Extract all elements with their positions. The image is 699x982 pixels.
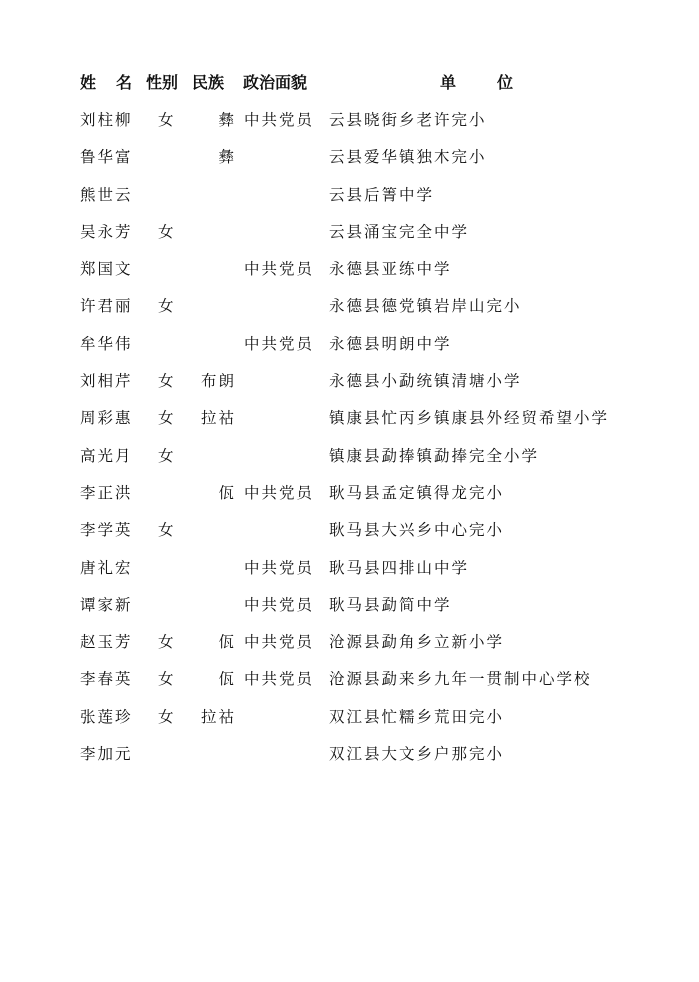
table-row [0, 294, 699, 331]
cell-sex: 女 [158, 446, 176, 465]
table-row [0, 406, 699, 443]
cell-unit: 云县晓街乡老许完小 [329, 111, 487, 129]
cell-political: 中共党员 [244, 483, 315, 502]
cell-political: 中共党员 [244, 558, 315, 577]
header-ethnicity: 民族 [192, 73, 225, 92]
cell-name: 张莲珍 [80, 707, 133, 726]
cell-sex: 女 [158, 297, 176, 316]
cell-unit: 永德县德党镇岩岸山完小 [329, 297, 522, 316]
cell-name: 李正洪 [80, 483, 133, 502]
cell-unit: 沧源县勐角乡立新小学 [329, 633, 505, 652]
cell-unit: 云县涌宝完全中学 [329, 222, 470, 241]
table-header [0, 70, 699, 94]
cell-unit: 耿马县勐简中学 [329, 595, 452, 614]
table-row [0, 667, 699, 704]
table-body [0, 108, 699, 779]
table-row [0, 630, 699, 667]
cell-ethnicity: 彝 [218, 148, 236, 167]
cell-sex: 女 [158, 707, 176, 726]
cell-name: 谭家新 [80, 595, 133, 614]
cell-name: 李春英 [80, 670, 133, 689]
cell-unit: 沧源县勐来乡九年一贯制中心学校 [329, 670, 592, 689]
cell-political: 中共党员 [244, 633, 315, 652]
cell-name: 李加元 [80, 745, 133, 764]
cell-political: 中共党员 [244, 334, 315, 353]
cell-sex: 女 [158, 372, 176, 391]
cell-sex: 女 [158, 409, 176, 428]
table-row [0, 108, 699, 145]
table-row [0, 593, 699, 630]
cell-unit: 镇康县忙丙乡镇康县外经贸希望小学 [329, 409, 610, 428]
cell-political: 中共党员 [244, 111, 315, 129]
cell-name: 李学英 [80, 521, 133, 540]
cell-unit: 双江县忙糯乡荒田完小 [329, 707, 505, 726]
cell-sex: 女 [158, 633, 176, 652]
cell-sex: 女 [158, 521, 176, 540]
cell-ethnicity: 拉祜 [200, 707, 236, 726]
cell-name: 周彩惠 [80, 409, 133, 428]
cell-unit: 耿马县孟定镇得龙完小 [329, 483, 505, 502]
header-unit-1: 单 [440, 73, 457, 92]
table-row [0, 705, 699, 742]
cell-unit: 云县后箐中学 [329, 185, 435, 204]
cell-name: 唐礼宏 [80, 558, 133, 577]
header-unit-2: 位 [497, 73, 514, 92]
cell-ethnicity: 佤 [218, 483, 236, 502]
cell-name: 郑国文 [80, 260, 133, 279]
cell-unit: 耿马县四排山中学 [329, 558, 470, 577]
table-row [0, 518, 699, 555]
cell-unit: 镇康县勐捧镇勐捧完全小学 [329, 446, 540, 465]
table-row [0, 481, 699, 518]
cell-name: 许君丽 [80, 297, 133, 316]
cell-name: 刘柱柳 [80, 111, 133, 129]
table-row [0, 444, 699, 481]
table-row [0, 183, 699, 220]
table-row [0, 257, 699, 294]
cell-name: 鲁华富 [80, 148, 133, 167]
cell-ethnicity: 佤 [218, 633, 236, 652]
table-row [0, 145, 699, 182]
cell-unit: 云县爱华镇独木完小 [329, 148, 487, 167]
table-row [0, 220, 699, 257]
header-sex: 性别 [146, 73, 179, 92]
cell-unit: 永德县小勐统镇清塘小学 [329, 372, 522, 391]
table-row [0, 332, 699, 369]
table-row [0, 369, 699, 406]
cell-sex: 女 [158, 111, 176, 129]
header-name-2: 名 [116, 73, 133, 92]
cell-sex: 女 [158, 222, 176, 241]
header-name-1: 姓 [80, 73, 97, 92]
cell-name: 刘相芹 [80, 372, 133, 391]
cell-name: 吴永芳 [80, 222, 133, 241]
table-row [0, 556, 699, 593]
cell-name: 高光月 [80, 446, 133, 465]
cell-unit: 双江县大文乡户那完小 [329, 745, 505, 764]
header-political: 政治面貌 [243, 73, 308, 92]
cell-political: 中共党员 [244, 595, 315, 614]
cell-sex: 女 [158, 670, 176, 689]
cell-name: 熊世云 [80, 185, 133, 204]
table-row [0, 742, 699, 779]
cell-ethnicity: 布朗 [200, 372, 236, 391]
cell-political: 中共党员 [244, 260, 315, 279]
cell-ethnicity: 拉祜 [200, 409, 236, 428]
cell-unit: 永德县明朗中学 [329, 334, 452, 353]
cell-unit: 耿马县大兴乡中心完小 [329, 521, 505, 540]
cell-ethnicity: 彝 [218, 111, 236, 129]
cell-name: 赵玉芳 [80, 633, 133, 652]
cell-political: 中共党员 [244, 670, 315, 689]
cell-unit: 永德县亚练中学 [329, 260, 452, 279]
cell-name: 牟华伟 [80, 334, 133, 353]
cell-ethnicity: 佤 [218, 670, 236, 689]
